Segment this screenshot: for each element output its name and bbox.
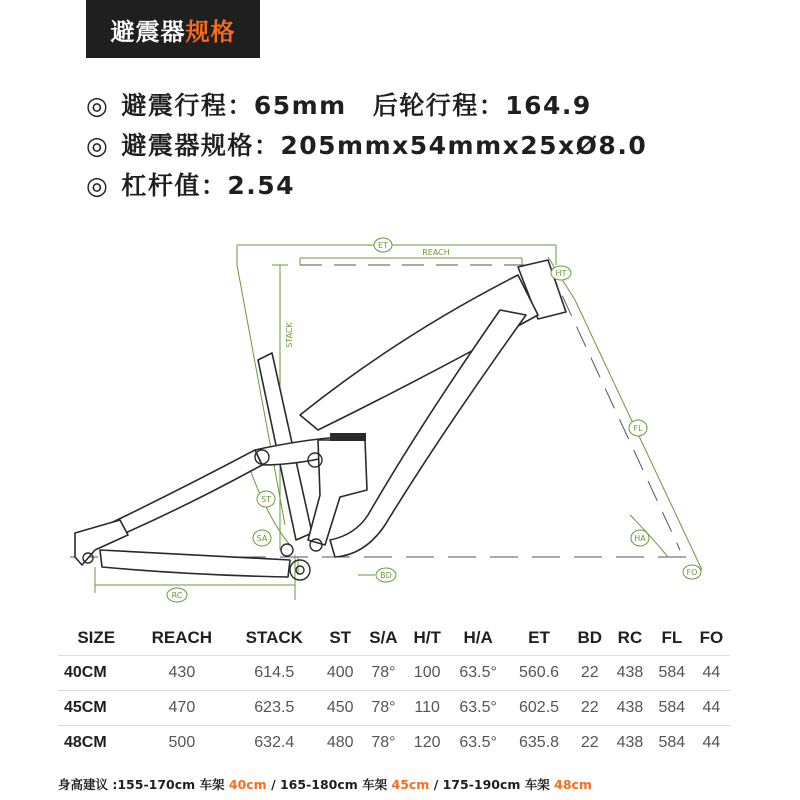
- ring-bullet-icon: ◎: [86, 171, 110, 200]
- section-title: [86, 0, 260, 58]
- rear-travel-text: 后轮行程：164.9: [372, 91, 592, 120]
- table-header-row: [58, 621, 730, 656]
- col-sa: S/A: [369, 628, 398, 647]
- col-rc: RC: [617, 628, 643, 647]
- title-part-1: 避震器: [110, 17, 186, 46]
- cell: 63.5°: [449, 656, 508, 691]
- col-bd: BD: [577, 628, 602, 647]
- col-stack: STACK: [245, 628, 303, 647]
- spec-line-shock-size: [86, 126, 647, 162]
- leverage-text: 杠杆值：2.54: [121, 171, 296, 200]
- frame-geometry-diagram: [0, 215, 800, 615]
- cell: 560.6: [508, 656, 571, 691]
- cell: 22: [570, 656, 609, 691]
- label-fl: FL: [633, 424, 643, 433]
- spec-line-travel: [86, 86, 592, 122]
- note-size-highlight: 48cm: [554, 777, 592, 792]
- col-ht: H/T: [413, 628, 441, 647]
- label-reach: REACH: [422, 248, 450, 257]
- cell: 78°: [361, 726, 405, 761]
- height-recommendation: [58, 775, 592, 793]
- cell: 120: [406, 726, 449, 761]
- cell: 78°: [361, 691, 405, 726]
- cell: 632.4: [229, 726, 319, 761]
- cell: 400: [319, 656, 361, 691]
- label-fo: FO: [686, 568, 698, 577]
- label-rc: RC: [171, 591, 183, 600]
- cell-size: 40CM: [58, 656, 134, 691]
- cell: 22: [570, 691, 609, 726]
- col-fo: FO: [699, 628, 724, 647]
- title-part-2: 规格: [185, 17, 236, 46]
- label-bd: BD: [380, 571, 392, 580]
- cell: 614.5: [229, 656, 319, 691]
- label-ht: HT: [555, 269, 567, 278]
- cell: 450: [319, 691, 361, 726]
- cell: 584: [651, 726, 693, 761]
- label-st: ST: [261, 495, 271, 504]
- col-ha: H/A: [463, 628, 493, 647]
- table-row: [58, 726, 730, 761]
- note-text: / 175-190cm 车架: [429, 777, 555, 792]
- cell: 44: [693, 656, 730, 691]
- label-ha: HA: [634, 534, 646, 543]
- cell: 584: [651, 691, 693, 726]
- spec-line-leverage: [86, 166, 295, 202]
- shock-clamp: [330, 433, 366, 441]
- cell: 635.8: [508, 726, 571, 761]
- cell: 480: [319, 726, 361, 761]
- cell: 78°: [361, 656, 405, 691]
- cell: 500: [134, 726, 229, 761]
- cell: 623.5: [229, 691, 319, 726]
- note-text: / 165-180cm 车架: [266, 777, 392, 792]
- cell: 584: [651, 656, 693, 691]
- cell: 470: [134, 691, 229, 726]
- bike-frame: [75, 260, 566, 577]
- note-size-highlight: 45cm: [391, 777, 430, 792]
- label-sa: SA: [256, 534, 268, 543]
- table-row: [58, 691, 730, 726]
- dimension-lines: [95, 245, 702, 600]
- shock-size-text: 避震器规格：205mmx54mmx25xØ8.0: [121, 131, 648, 160]
- cell: 438: [609, 656, 651, 691]
- cell: 438: [609, 726, 651, 761]
- cell: 602.5: [508, 691, 571, 726]
- note-text: 身高建议 :155-170cm 车架: [58, 777, 229, 792]
- cell: 430: [134, 656, 229, 691]
- table-row: [58, 656, 730, 691]
- cell: 110: [406, 691, 449, 726]
- col-reach: REACH: [151, 628, 213, 647]
- ring-bullet-icon: ◎: [86, 131, 110, 160]
- col-et: ET: [528, 628, 550, 647]
- geometry-table: [58, 621, 730, 760]
- steerer-dashed-line: [548, 265, 680, 550]
- cell: 438: [609, 691, 651, 726]
- note-size-highlight: 40cm: [228, 777, 267, 792]
- label-stack: STACK: [285, 322, 294, 348]
- cell: 44: [693, 726, 730, 761]
- col-st: ST: [329, 628, 352, 647]
- cell: 63.5°: [449, 691, 508, 726]
- cell: 63.5°: [449, 726, 508, 761]
- ring-bullet-icon: ◎: [86, 91, 110, 120]
- cell-size: 48CM: [58, 726, 134, 761]
- label-et: ET: [378, 241, 388, 250]
- col-fl: FL: [661, 628, 683, 647]
- shock-travel-text: 避震行程：65mm: [121, 91, 347, 120]
- cell: 100: [406, 656, 449, 691]
- cell: 44: [693, 691, 730, 726]
- cell-size: 45CM: [58, 691, 134, 726]
- col-size: SIZE: [77, 628, 116, 647]
- cell: 22: [570, 726, 609, 761]
